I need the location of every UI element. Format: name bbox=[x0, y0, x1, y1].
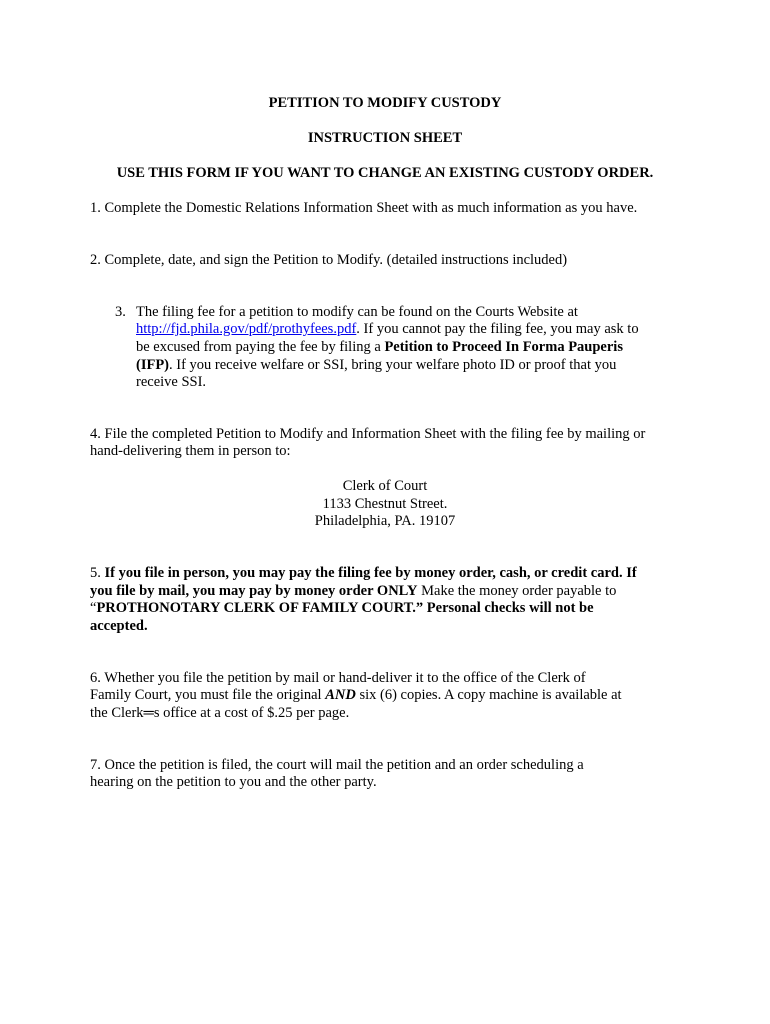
item-4-line-1: 4. File the completed Petition to Modify and Information Sheet with the filing fee by mailing or bbox=[90, 426, 646, 442]
item-3-line-1: The filing fee for a petition to modify can be found on the Courts Website at bbox=[136, 304, 578, 320]
item-4-line-2: hand-delivering them in person to: bbox=[90, 443, 291, 459]
page-subtitle: INSTRUCTION SHEET bbox=[307, 130, 463, 146]
item-3-line-4: (IFP). If you receive welfare or SSI, bring your welfare photo ID or proof that you bbox=[136, 357, 617, 373]
page-title: PETITION TO MODIFY CUSTODY bbox=[268, 95, 502, 111]
address-line-2: 1133 Chestnut Street. bbox=[322, 496, 448, 512]
item-5-line-2: you file by mail, you may pay by money order ONLY Make the money order payable to bbox=[90, 583, 617, 599]
item-3-line-3: be excused from paying the fee by filing a Petition to Proceed In Forma Pauperis bbox=[136, 339, 623, 355]
address-line-1: Clerk of Court bbox=[342, 478, 428, 494]
instruction-item-2: 2. Complete, date, and sign the Petition to Modify. (detailed instructions included) bbox=[90, 252, 568, 268]
item-7-line-2: hearing on the petition to you and the other party. bbox=[90, 774, 377, 790]
ifp-petition-name: Petition to Proceed In Forma Pauperis bbox=[384, 339, 623, 355]
instruction-item-1: 1. Complete the Domestic Relations Information Sheet with as much information as you have. bbox=[90, 200, 638, 216]
item-6-line-2: Family Court, you must file the original AND six (6) copies. A copy machine is available at bbox=[90, 687, 622, 703]
item-7-line-1: 7. Once the petition is filed, the court will mail the petition and an order scheduling a bbox=[90, 757, 584, 773]
item-5-line-3: “PROTHONOTARY CLERK OF FAMILY COURT.” Personal checks will not be bbox=[90, 600, 594, 616]
item-6-line-1: 6. Whether you file the petition by mail or hand-deliver it to the office of the Clerk of bbox=[90, 670, 586, 686]
item-5-line-4: accepted. bbox=[90, 618, 148, 634]
item-3-line-5: receive SSI. bbox=[136, 374, 207, 390]
form-purpose-heading: USE THIS FORM IF YOU WANT TO CHANGE AN EXISTING CUSTODY ORDER. bbox=[116, 165, 654, 181]
fee-schedule-link[interactable]: http://fjd.phila.gov/pdf/prothyfees.pdf bbox=[136, 321, 357, 337]
item-5-line-1: 5. If you file in person, you may pay the filing fee by money order, cash, or credit card. If bbox=[90, 565, 637, 581]
item-3-line-2: http://fjd.phila.gov/pdf/prothyfees.pdf. If you cannot pay the filing fee, you may ask to bbox=[136, 321, 639, 337]
item-3-number: 3. bbox=[115, 304, 126, 320]
item-6-line-3: the Clerk═s office at a cost of $.25 per page. bbox=[90, 705, 350, 721]
address-line-3: Philadelphia, PA. 19107 bbox=[314, 513, 456, 529]
